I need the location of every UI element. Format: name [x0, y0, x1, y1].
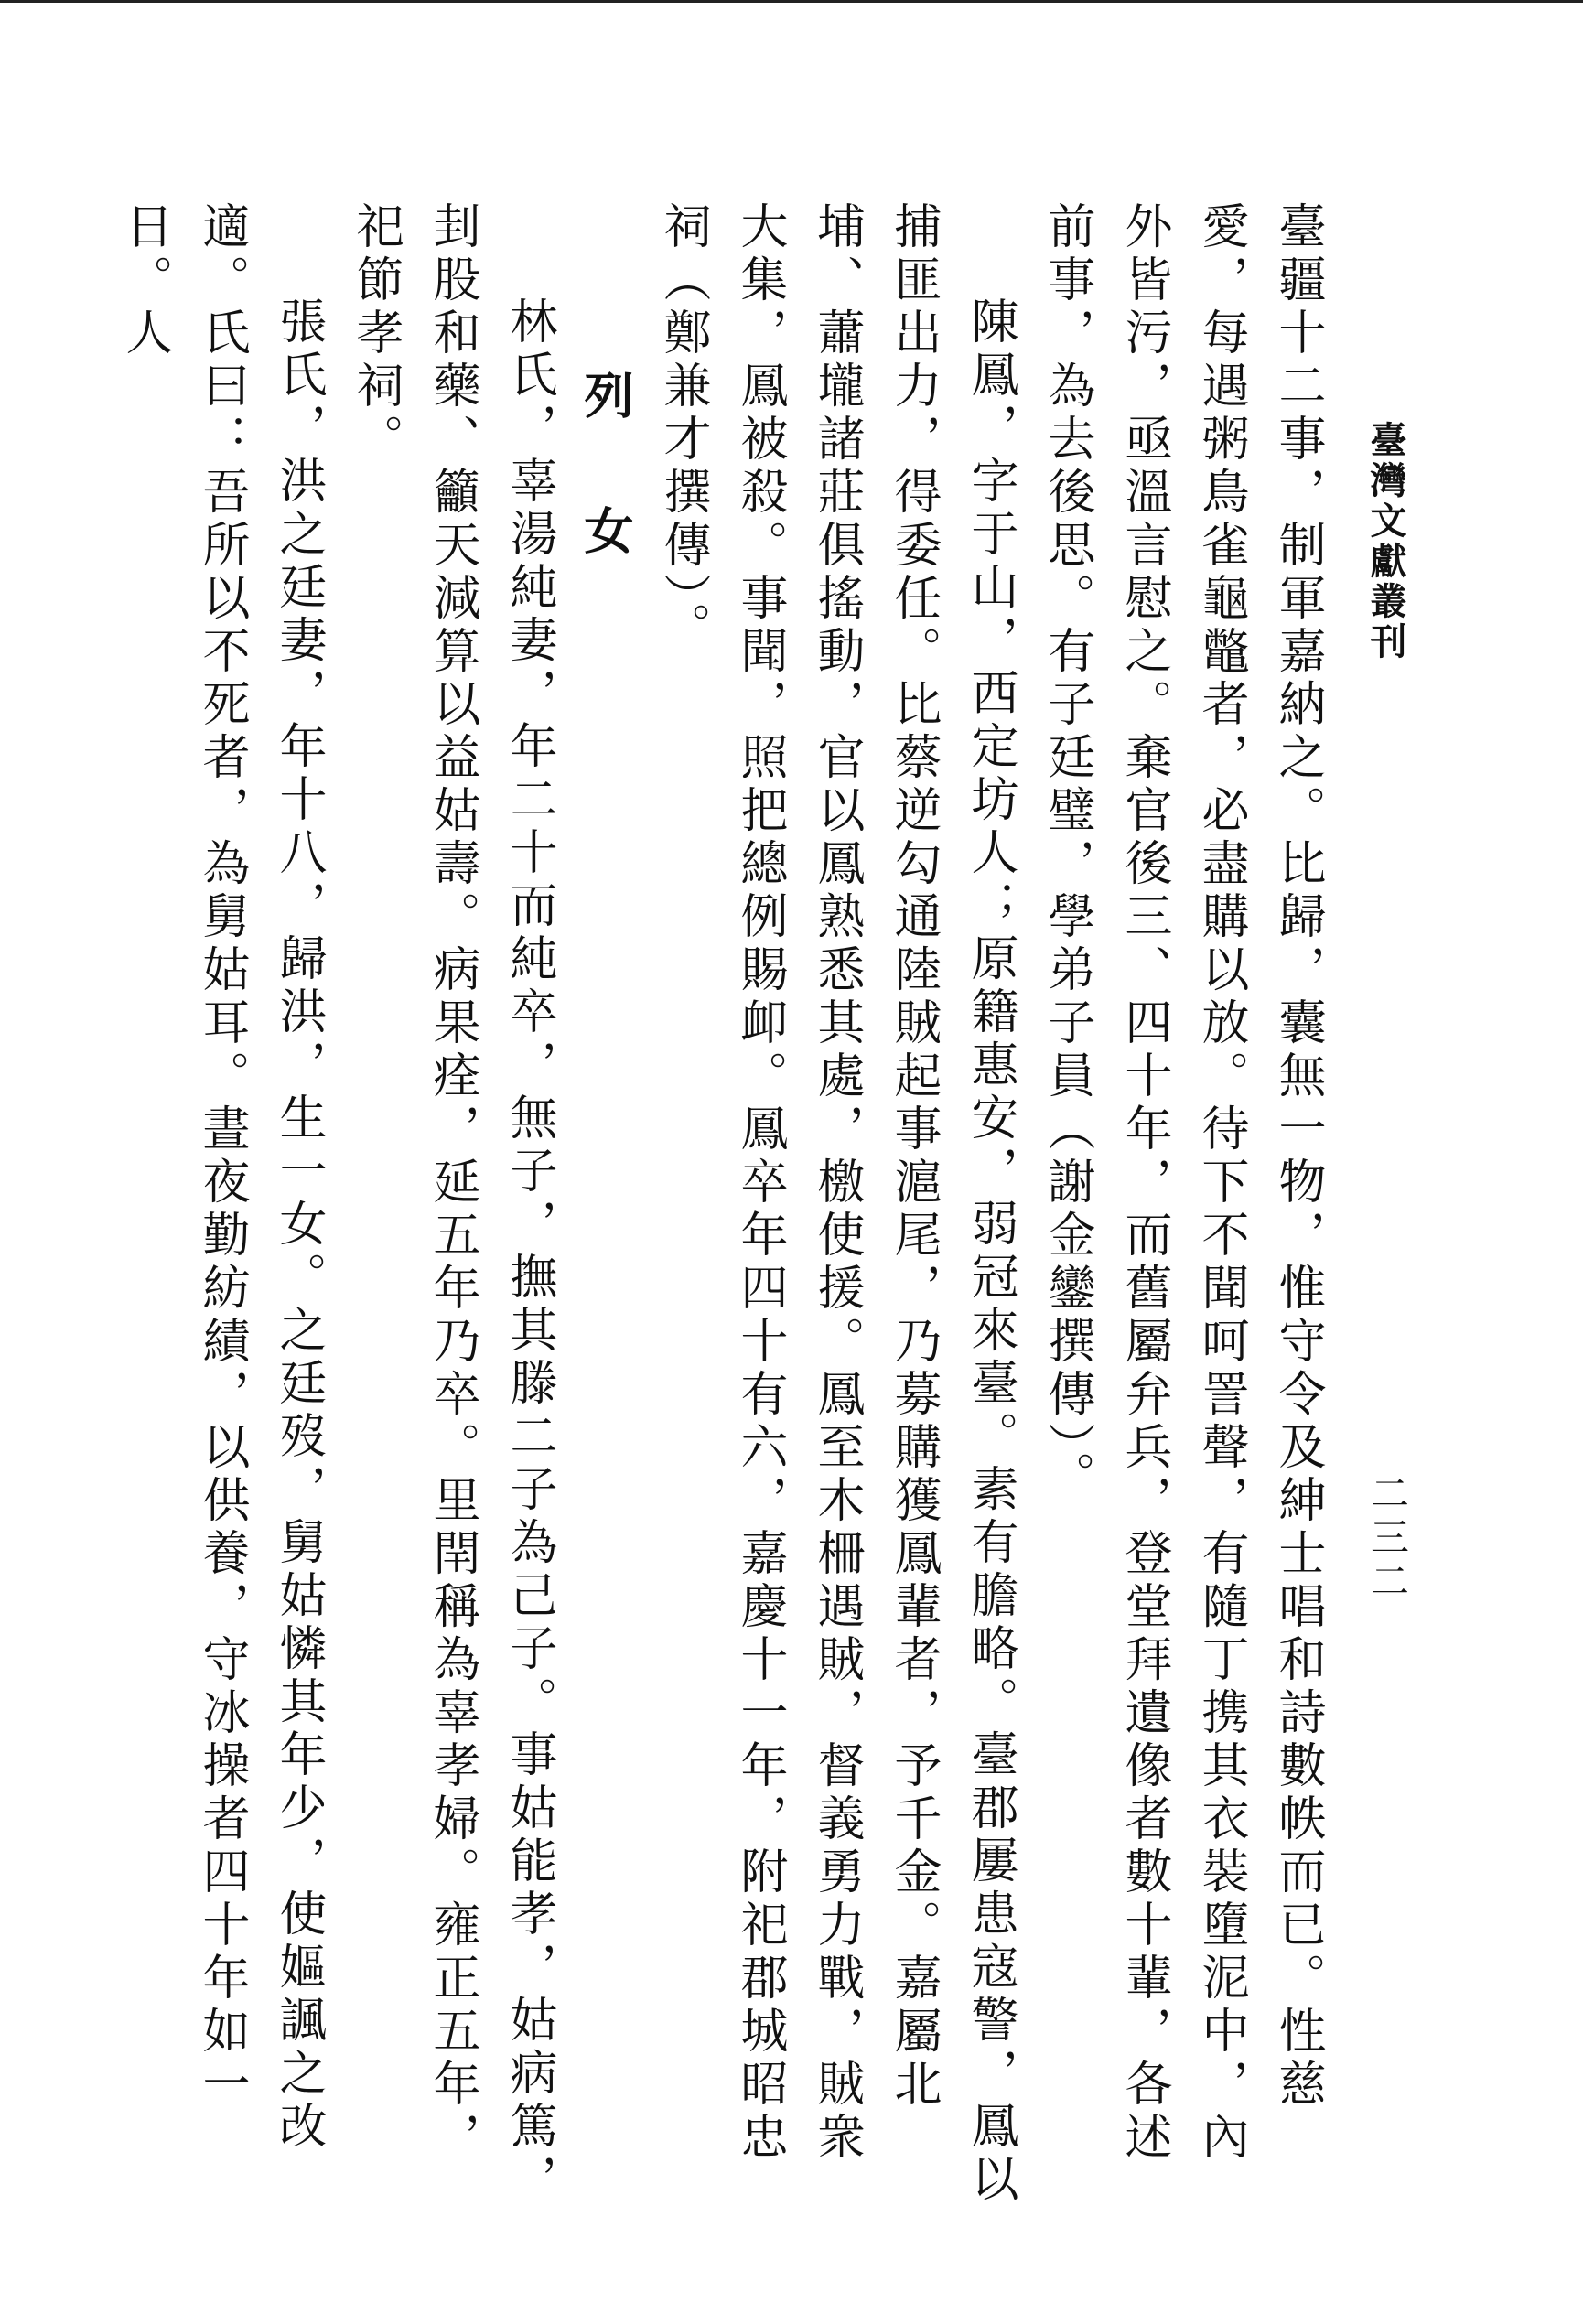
page-body: [119, 201, 1336, 2214]
series-title: 臺灣文獻叢刊: [1364, 421, 1407, 662]
paragraph-lin-shi: 林氏，辜湯純妻，年二十而純卒，無子，撫其滕二子為己子。事姑能孝，姑病篤，刲股和藥、籲天減算以益姑壽。病果痊，延五年乃卒。里閈稱為辜孝婦。雍正五年，祀節孝祠。: [348, 201, 556, 2207]
section-title-lienu: 列 女: [576, 369, 635, 573]
paragraph-biography-continued: 臺疆十二事，制軍嘉納之。比歸，囊無一物，惟守令及紳士唱和詩數帙而已。性慈愛，每遇粥鳥雀龜鼈者，必盡購以放。待下不聞呵詈聲，有隨丁携其衣裝墮泥中，內外皆污，亟溫言慰之。棄官後三、四十年，而舊屬弁兵，登堂拜遺像者數十輩，各述前事，為去後思。有子廷璧，學弟子員（謝金鑾撰傳）。: [1039, 201, 1325, 2165]
top-border-rule: [0, 0, 1583, 3]
paragraph-chen-feng: 陳鳳，字于山，西定坊人；原籍惠安，弱冠來臺。素有膽略。臺郡屢患寇警，鳳以捕匪出力，得委任。比蔡逆勾通陸賊起事滬尾，乃募購獲鳳輩者，予千金。嘉屬北埔、蕭壠諸莊俱搖動，官以鳳熟悉其處，檄使援。鳳至木柵遇賊，督義勇力戰，賊衆大集，鳳被殺。事聞，照把總例賜卹。鳳卒年四十有六，嘉慶十一年，附祀郡城昭忠祠（鄭兼才撰傳）。: [655, 201, 1018, 2207]
page-number: 二三二: [1365, 1473, 1410, 1605]
paragraph-zhang-shi: 張氏，洪之廷妻，年十八，歸洪，生一女。之廷歿，舅姑憐其年少，使嫗諷之改適。氏曰：吾所以不死者，為舅姑耳。晝夜勤紡績，以供養，守冰操者四十年如一日。人: [117, 201, 326, 2154]
